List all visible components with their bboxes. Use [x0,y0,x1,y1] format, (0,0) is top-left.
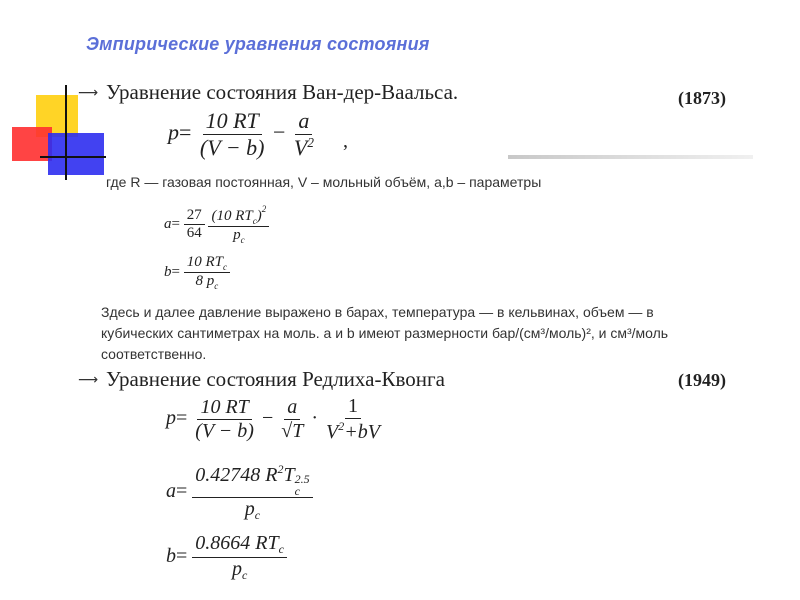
eq-minus: − [261,407,274,430]
b-num-sub: c [222,262,227,272]
a-num-exp: 2 [277,462,284,476]
arrow-bullet-icon: ⟶ [78,372,99,388]
eq-numerator: 10 RT [197,396,251,420]
b-lhs: b [166,545,176,568]
eq-one: 1 [345,395,361,419]
a-den: p [244,498,255,520]
b-den-sub: c [241,568,248,582]
b-den-sub: c [214,281,219,291]
a-num-sub: c [252,216,257,226]
rk-b-formula: b= $\frac{0.8664 RT_c}{p_c}$ [166,532,287,583]
rk-year: (1949) [678,370,726,390]
eq-denominator: (V − b) [195,420,254,442]
eq-den2-rest: +bV [344,421,380,443]
eq-lhs: p [166,407,176,430]
eq-a: a [295,108,312,135]
eq-denominator: (V − b) [199,135,265,160]
note-line-3: соответственно. [101,346,207,362]
a-lhs: a [166,480,176,503]
a-num: 0.42748 R [195,464,278,486]
arrow-bullet-icon: ⟶ [78,85,99,101]
a-den-sub: c [240,235,245,245]
a-num-exp: 2 [261,204,267,214]
eq-sqrt-t: √T [281,420,304,442]
rk-a-formula: a= 0.42748 $R^2T$ 2.5 c $p_c$ [166,462,313,523]
note-line-1: Здесь и далее давление выражено в барах, температура — в кельвинах, объем — в [101,304,654,320]
a-num: (10 RT [211,208,253,224]
eq-exp: 2 [307,135,314,150]
a-lhs: a [164,215,172,232]
b-den: p [231,558,242,580]
vdw-heading: Уравнение состояния Ван-дер-Ваальса. [106,80,459,104]
a-num-close: ) [256,208,262,224]
rk-heading: Уравнение состояния Редлиха-Квонга [106,367,445,391]
b-lhs: b [164,263,172,280]
eq-v: V [293,135,308,160]
b-num-sub: c [278,542,284,556]
eq-den2-exp: 2 [338,419,345,433]
eq-den2-v: V [326,421,339,443]
eq-a: a [284,396,300,420]
b-num: 10 RT [186,254,223,270]
vdw-where-line: где R — газовая постоянная, V – мольный объём, a,b – параметры [106,174,542,190]
eq-minus: − [272,119,286,145]
b-num: 0.8664 RT [195,532,279,554]
b-den: 8 p [195,273,215,289]
divider-line [508,155,753,159]
note-line-2: кубических сантиметрах на моль. a и b имеют размерности бар/(см³/моль)², и см³/моль [101,325,669,341]
slide-title: Эмпирические уравнения состояния [86,34,430,54]
eq-numerator: 10 RT [203,108,262,135]
eq-lhs: p [168,119,179,145]
a-coef-num: 27 [184,207,205,225]
eq-dot: · [311,407,319,430]
rk-equation: p= $\frac{10 RT}{(V - b)}$ − $\frac{a}{√T}$ · $\frac{1}{V^2+bV}$ [166,395,380,443]
a-coef-den: 64 [186,225,202,241]
vdw-a-formula: a= $\frac{27}{64}$ $\frac{(10 RT_c)^2}{p_c}$ [164,204,269,245]
a-num-t-sub: c [294,484,300,498]
vdw-year: (1873) [678,88,726,108]
a-num-t: T [283,464,295,486]
units-note [101,302,761,365]
a-den: p [233,227,241,243]
vdw-equation: p= $\frac{10 RT}{(V - b)}$ − $\frac{a}{V^2}$ [168,108,314,160]
a-num-t-exp: 2.5 [294,472,310,486]
a-den-sub: c [254,508,261,522]
vdw-b-formula: b= $\frac{10 RT_c}{8 p_c}$ [164,254,230,291]
comma: , [343,130,348,152]
